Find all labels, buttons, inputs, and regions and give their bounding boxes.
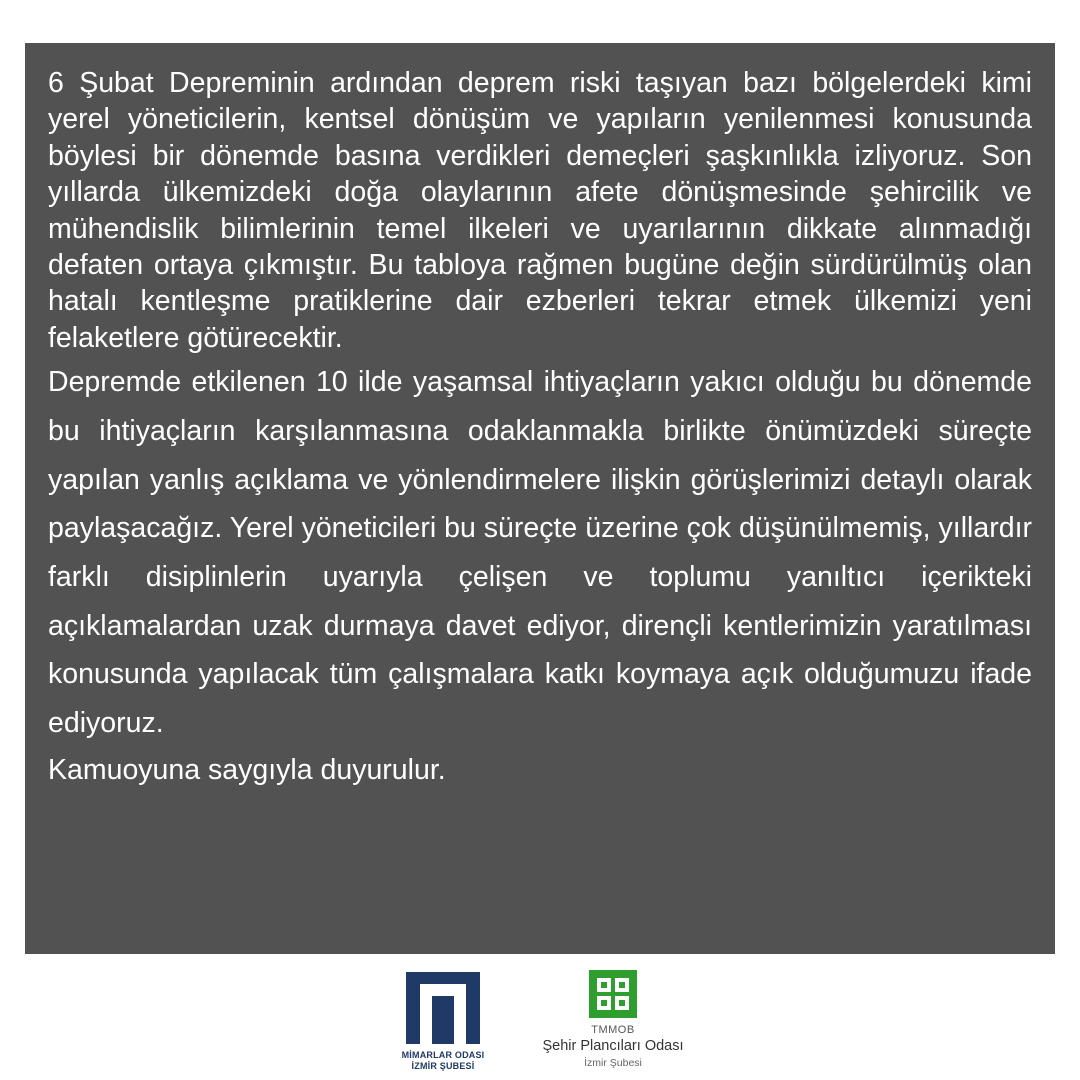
sehir-plancilari-odasi-branch: İzmir Şubesi	[584, 1057, 642, 1069]
footer-logos	[0, 960, 1080, 1080]
mimarlar-odasi-branch: İZMİR ŞUBESİ	[411, 1061, 475, 1071]
mimarlar-odasi-emblem-icon	[398, 970, 488, 1048]
tmmob-label: TMMOB	[591, 1024, 635, 1036]
statement-closing: Kamuoyuna saygıyla duyurulur.	[48, 753, 446, 786]
sehir-plancilari-odasi-name: Şehir Plancıları Odası	[542, 1038, 684, 1054]
statement-paragraph-1: 6 Şubat Depreminin ardından deprem riski taşıyan bazı bölgelerdeki kimi yerel yöneticilerin, kentsel dönüşüm ve yapıların yenilenmesi konusunda böylesi bir dönemde basına verdikleri demeçleri şaşkınlıkla izliyoruz. Son yıllarda ülkemizdeki doğa olaylarının afete dönüşmesinde şehircilik ve mühendislik bilimlerinin temel ilkeleri ve uyarılarının dikkate alınmadığı defaten ortaya çıkmıştır. Bu tabloya rağmen bugüne değin sürdürülmüş olan hatalı kentleşme pratiklerine dair ezberleri tekrar etmek ülkemizi yeni felaketlere götürecektir.	[48, 67, 1032, 354]
mimarlar-odasi-logo	[398, 970, 488, 1078]
sehir-plancilari-grid-icon	[589, 970, 637, 1018]
mimarlar-odasi-name: MİMARLAR ODASI	[401, 1050, 485, 1060]
statement-paragraph-2: Depremde etkilenen 10 ilde yaşamsal ihtiyaçların yakıcı olduğu bu dönemde bu ihtiyaçların karşılanmasına odaklanmakla birlikte önümüzdeki süreçte yapılan yanlış açıklama ve yönlendirmelere ilişkin görüşlerimizi detaylı olarak paylaşacağız. Yerel yöneticileri bu süreçte üzerine çok düşünülmemiş, yıllardır farklı disiplinlerin uyarıyla çelişen ve toplumu yanıltıcı içerikteki açıklamalardan uzak durmaya davet ediyor, dirençli kentlerimizin yaratılması konusunda yapılacak tüm çalışmalara katkı koymaya açık olduğumuzu ifade ediyoruz.	[48, 366, 1032, 740]
sehir-plancilari-odasi-logo	[528, 968, 698, 1078]
statement-panel	[25, 43, 1055, 954]
